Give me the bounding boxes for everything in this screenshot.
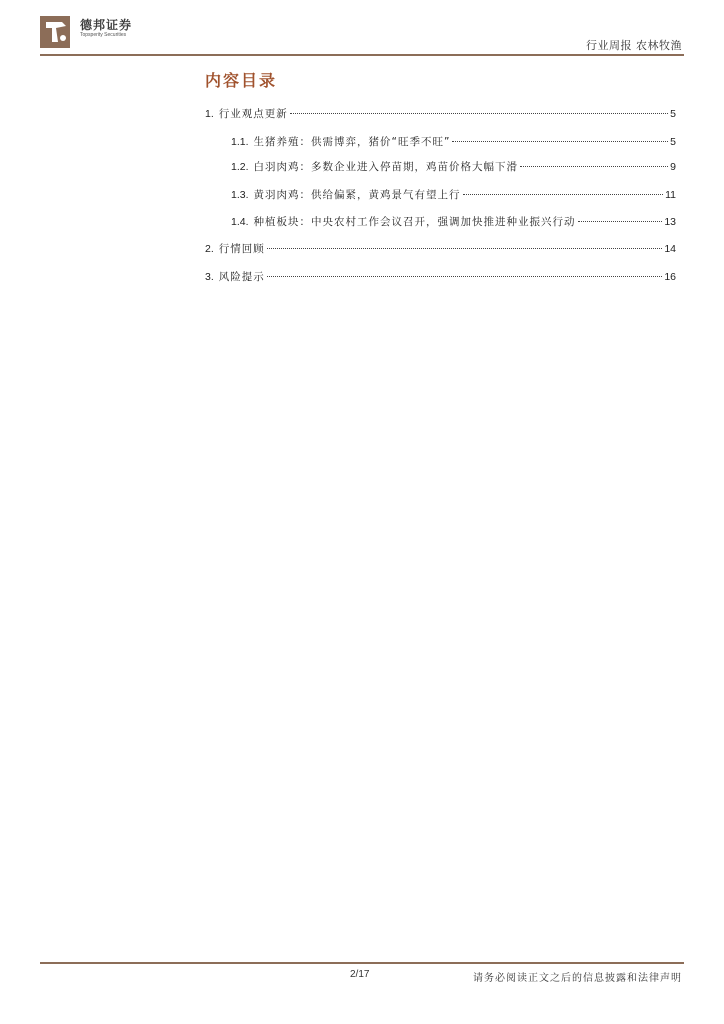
toc-entry[interactable] — [205, 106, 676, 122]
report-type: 行业周报 农林牧渔 — [586, 39, 682, 52]
toc-entry-number: 1. — [205, 108, 214, 120]
toc-entry-page: 5 — [670, 136, 676, 148]
toc-entry-label: 白羽肉鸡：多数企业进入停苗期，鸡苗价格大幅下滑 — [253, 161, 519, 173]
toc-leader-dots — [578, 221, 663, 222]
footer-divider — [40, 962, 684, 964]
page-number: 2/17 — [350, 969, 370, 980]
toc-leader-dots — [452, 141, 668, 142]
toc-leader-dots — [267, 248, 663, 249]
toc-leader-dots — [267, 276, 663, 277]
topsperity-logo-icon — [40, 16, 70, 48]
toc-entry-number: 1.1. — [231, 136, 249, 148]
toc-entry[interactable] — [231, 187, 676, 203]
toc-entry-label: 黄羽肉鸡：供给偏紧，黄鸡景气有望上行 — [253, 189, 461, 201]
toc-entry-number: 1.4. — [231, 216, 249, 228]
toc-entry-label: 行业观点更新 — [218, 108, 288, 120]
header-divider — [40, 54, 684, 56]
toc-entry[interactable] — [231, 214, 676, 230]
brand-name: 德邦证券 — [80, 18, 133, 32]
toc-entry-label: 生猪养殖：供需博弈，猪价“旺季不旺” — [253, 136, 451, 148]
brand — [80, 18, 132, 39]
toc-entry-page: 11 — [665, 189, 676, 201]
toc-entry-label: 行情回顾 — [218, 243, 265, 255]
toc-entry-number: 2. — [205, 243, 214, 255]
toc-entry[interactable] — [205, 241, 676, 257]
toc-entry-number: 1.3. — [231, 189, 249, 201]
toc-entry-number: 1.2. — [231, 161, 249, 173]
toc-entry-page: 16 — [664, 271, 676, 283]
toc-entry-label: 风险提示 — [218, 271, 265, 283]
toc-leader-dots — [290, 113, 668, 114]
toc-leader-dots — [520, 166, 668, 167]
disclaimer-note: 请务必阅读正文之后的信息披露和法律声明 — [473, 973, 682, 984]
toc-title: 内容目录 — [205, 71, 278, 90]
toc-entry-label: 种植板块：中央农村工作会议召开，强调加快推进种业振兴行动 — [253, 216, 576, 228]
toc-entry[interactable] — [231, 159, 676, 175]
toc-entry-page: 14 — [664, 243, 676, 255]
toc-entry-page: 13 — [664, 216, 676, 228]
toc-entry-number: 3. — [205, 271, 214, 283]
toc-entry-page: 5 — [670, 108, 676, 120]
toc-entry[interactable] — [231, 134, 676, 150]
toc-entry[interactable] — [205, 269, 676, 285]
toc-leader-dots — [463, 194, 664, 195]
toc-entry-page: 9 — [670, 161, 676, 173]
brand-english-name: Topsperity Securities — [80, 32, 127, 38]
